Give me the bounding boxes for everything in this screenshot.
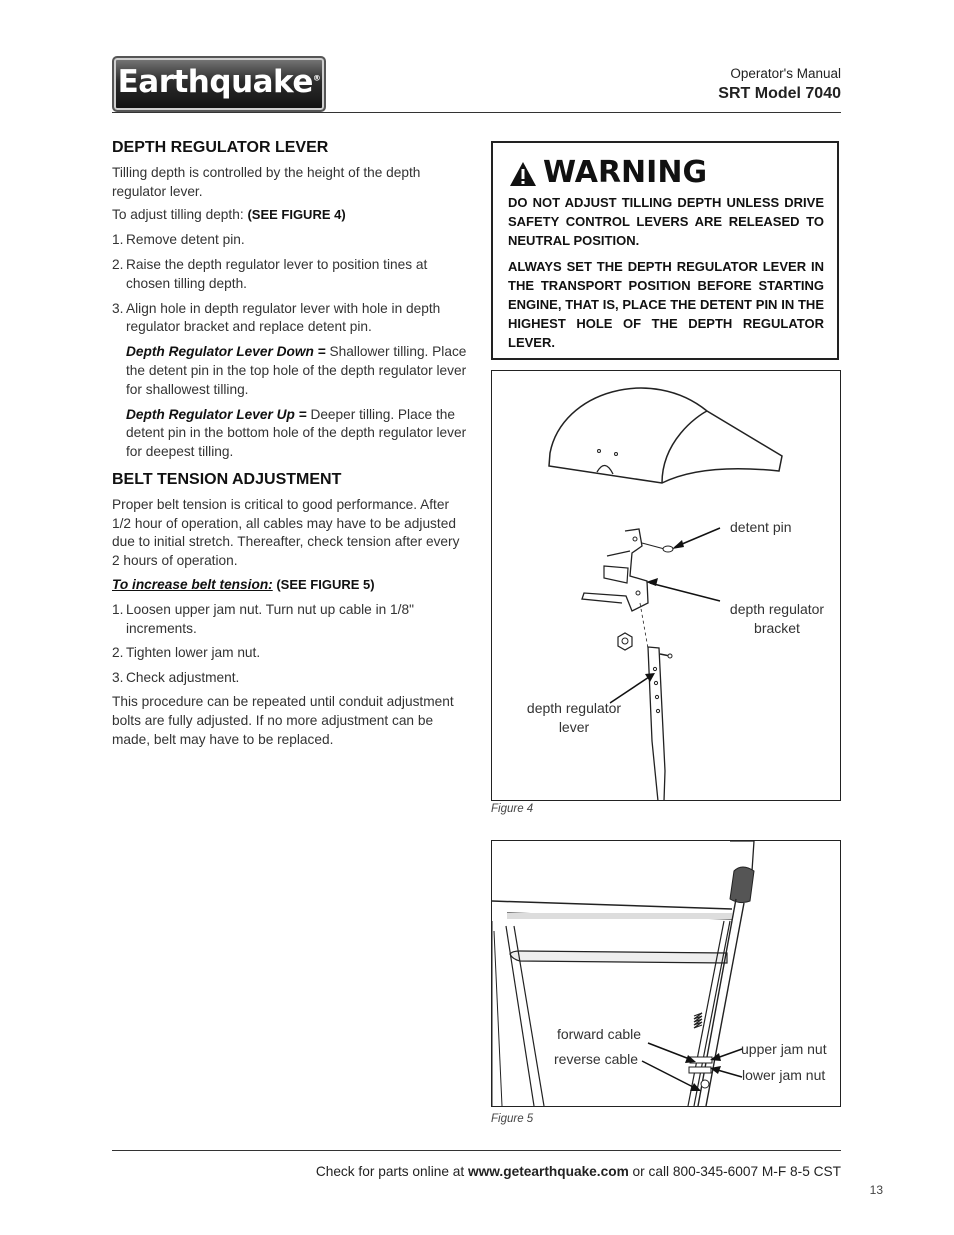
label-upper-jam-nut: upper jam nut: [741, 1041, 827, 1057]
warning-paragraph: ALWAYS SET THE DEPTH REGULATOR LEVER IN THE TRANSPORT POSITION BEFORE STARTING ENGINE, THAT IS, PLACE THE DETENT PIN IN THE HIGHEST HOLE OF THE DEPTH REGULATOR LEVER.: [508, 259, 824, 350]
warning-body: [508, 193, 824, 352]
footer-suffix: or call 800-345-6007 M-F 8-5 CST: [628, 1164, 841, 1179]
label-line: lever: [558, 719, 590, 735]
warning-title: [509, 155, 707, 190]
paragraph: Proper belt tension is critical to good performance. After 1/2 hour of operation, all cables may have to be adjusted due to initial stretch. Thereafter, check tension after every 2 hours of operation.: [112, 496, 460, 569]
figure-5-caption: Figure 5: [491, 1113, 534, 1125]
belt-tension-section: [112, 471, 467, 749]
note-label: Depth Regulator Lever Down =: [126, 344, 330, 360]
list-number: 1.: [112, 232, 124, 248]
list-item: [112, 231, 467, 250]
label-lower-jam-nut: lower jam nut: [742, 1067, 826, 1083]
list-text: Raise the depth regulator lever to position tines at chosen tilling depth.: [126, 256, 428, 291]
model-name: SRT Model 7040: [718, 85, 841, 102]
note-label: Depth Regulator Lever Up =: [126, 406, 311, 422]
warning-triangle-icon: [509, 161, 537, 187]
list-text: Check adjustment.: [126, 670, 240, 686]
list-item: [112, 669, 467, 688]
manual-label: Operator's Manual: [730, 66, 841, 81]
label-line: depth regulator: [729, 601, 825, 617]
list-item: [112, 601, 467, 639]
website-link[interactable]: www.getearthquake.com: [468, 1164, 629, 1179]
list-item: [112, 300, 467, 338]
section-heading: DEPTH REGULATOR LEVER: [112, 139, 329, 156]
list-number: 3.: [112, 670, 124, 686]
label-line: depth regulator: [526, 700, 622, 716]
warning-title-text: WARNING: [543, 155, 708, 190]
warning-paragraph: DO NOT ADJUST TILLING DEPTH UNLESS DRIVE SAFETY CONTROL LEVERS ARE RELEASED TO NEUTRAL POSITION.: [508, 195, 824, 248]
list-text: Loosen upper jam nut. Turn nut up cable in 1/8" increments.: [126, 601, 414, 636]
label-forward-cable: forward cable: [557, 1026, 642, 1042]
label-reverse-cable: reverse cable: [554, 1051, 639, 1067]
page-number: 13: [869, 1183, 883, 1197]
label-detent-pin: detent pin: [730, 519, 792, 535]
logo-text: Earthquake: [117, 64, 313, 100]
adjust-line: [112, 206, 467, 225]
footer-prefix: Check for parts online at: [315, 1164, 468, 1179]
increase-line: [112, 576, 467, 595]
increase-label: To increase belt tension:: [112, 576, 273, 592]
figure-4: [491, 370, 841, 801]
list-number: 1.: [112, 601, 124, 617]
figure-5: [491, 840, 841, 1107]
adjust-prefix: To adjust tilling depth:: [112, 207, 248, 223]
lever-up-note: [112, 406, 467, 462]
list-number: 2.: [112, 256, 124, 272]
figure-4-caption: Figure 4: [491, 803, 534, 815]
list-text: Tighten lower jam nut.: [126, 645, 261, 661]
list-text: Remove detent pin.: [126, 232, 245, 248]
warning-box: [491, 141, 839, 360]
label-line: bracket: [754, 620, 800, 636]
list-item: [112, 644, 467, 663]
list-text: Align hole in depth regulator lever with hole in depth regulator bracket and replace detent pin.: [126, 300, 441, 335]
figure-ref: (SEE FIGURE 4): [247, 207, 346, 223]
header-divider: [112, 112, 841, 113]
note-text: Deeper tilling. Place the detent pin in the bottom hole of the depth regulator lever for deepest tilling.: [126, 406, 467, 460]
footer-text: [316, 1164, 841, 1179]
note-text: Shallower tilling. Place the detent pin in the top hole of the depth regulator lever for shallowest tilling.: [126, 344, 467, 397]
label-lever: [522, 699, 626, 737]
list-number: 2.: [112, 645, 124, 661]
list-number: 3.: [112, 300, 124, 316]
lever-down-note: [112, 343, 467, 399]
figure-ref: (SEE FIGURE 5): [272, 576, 375, 592]
list-item: [112, 256, 467, 294]
earthquake-logo: Earthquake®: [112, 56, 326, 112]
paragraph: Tilling depth is controlled by the height of the depth regulator lever.: [112, 164, 421, 199]
section-heading: BELT TENSION ADJUSTMENT: [112, 471, 342, 488]
paragraph: This procedure can be repeated until conduit adjustment bolts are fully adjusted. If no more adjustment can be made, belt may have to be replaced.: [112, 693, 454, 747]
depth-regulator-section: [112, 139, 467, 462]
label-bracket: [725, 600, 829, 638]
footer-divider: [112, 1150, 841, 1151]
